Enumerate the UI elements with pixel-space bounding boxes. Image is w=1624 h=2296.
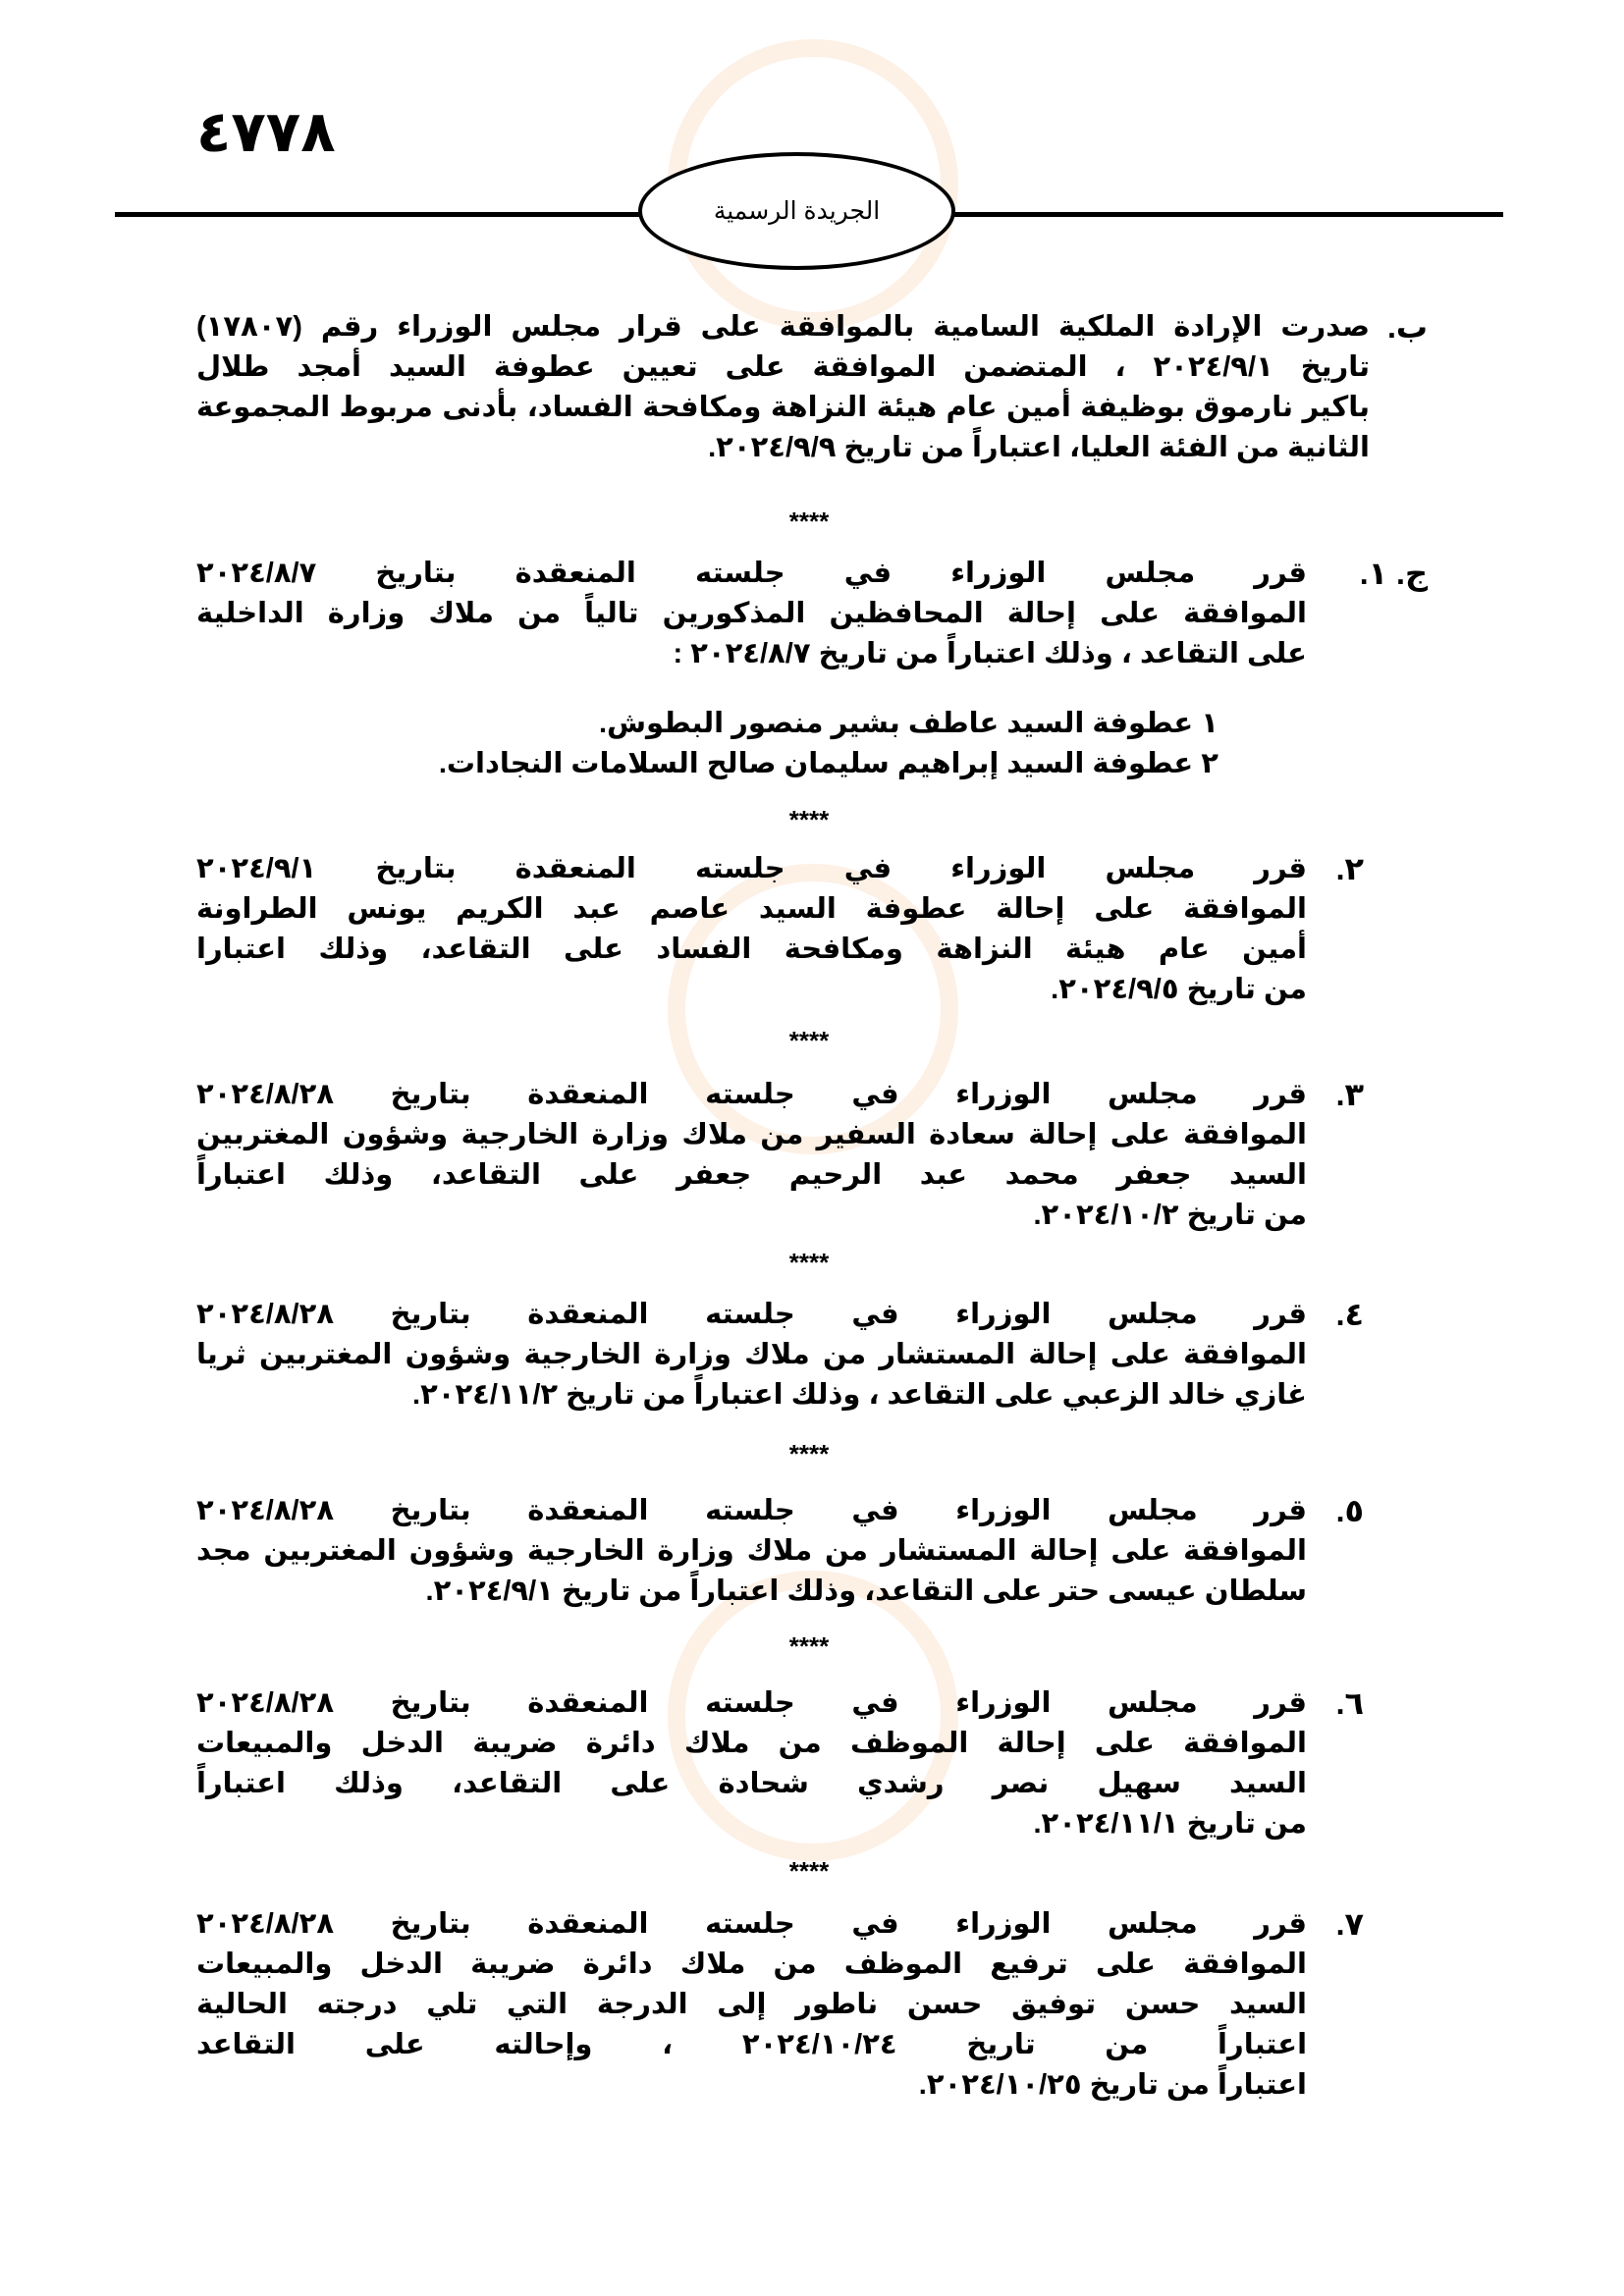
paragraph-line: قرر مجلس الوزراء في جلسته المنعقدة بتاريخ ٢٠٢٤/٩/١: [196, 853, 1307, 884]
section-separator: ****: [788, 507, 830, 536]
item-marker: ٦.: [1335, 1685, 1364, 1721]
section-separator: ****: [788, 1439, 830, 1468]
list-item: ٢ عطوفة السيد إبراهيم سليمان صالح السلامات النجادات.: [438, 748, 1218, 779]
paragraph-line: من تاريخ ٢٠٢٤/١١/١.: [1033, 1808, 1307, 1840]
paragraph-line: غازي خالد الزعبي على التقاعد ، وذلك اعتباراً من تاريخ ٢٠٢٤/١١/٢.: [412, 1379, 1307, 1411]
publication-title: الجريدة الرسمية: [713, 197, 881, 225]
section-separator: ****: [788, 1856, 830, 1886]
publication-title-oval: [638, 152, 955, 270]
paragraph-line: الموافقة على إحالة المستشار من ملاك وزارة الخارجية وشؤون المغتربين مجد: [196, 1535, 1307, 1567]
paragraph-line: من تاريخ ٢٠٢٤/١٠/٢.: [1033, 1200, 1307, 1231]
item-marker: ٤.: [1335, 1297, 1364, 1332]
paragraph-line: باكير نارموق بوظيفة أمين عام هيئة النزاهة ومكافحة الفساد، بأدنى مربوط المجموعة: [196, 392, 1370, 423]
item-marker: ٢.: [1335, 851, 1364, 886]
decision-paragraph: [196, 1295, 1307, 1415]
paragraph-line: من تاريخ ٢٠٢٤/٩/٥.: [1051, 974, 1307, 1005]
item-marker: ٧.: [1335, 1906, 1364, 1942]
decision-paragraph: [196, 1904, 1307, 2106]
page-number: ٤٧٧٨: [196, 100, 336, 164]
item-marker: ٣.: [1335, 1077, 1364, 1112]
section-separator: ****: [788, 1026, 830, 1055]
paragraph-line: الموافقة على إحالة الموظف من ملاك دائرة ضريبة الدخل والمبيعات: [196, 1728, 1307, 1759]
paragraph-line: على التقاعد ، وذلك اعتباراً من تاريخ ٢٠٢٤/٨/٧ :: [673, 638, 1307, 669]
paragraph-line: قرر مجلس الوزراء في جلسته المنعقدة بتاريخ ٢٠٢٤/٨/٢٨: [196, 1079, 1307, 1110]
paragraph-line: سلطان عيسى حتر على التقاعد، وذلك اعتباراً من تاريخ ٢٠٢٤/٩/١.: [425, 1575, 1307, 1607]
paragraph-line: الموافقة على إحالة عطوفة السيد عاصم عبد الكريم يونس الطراونة: [196, 893, 1307, 925]
paragraph-line: تاريخ ٢٠٢٤/٩/١ ، المتضمن الموافقة على تعيين عطوفة السيد أمجد طلال: [196, 351, 1370, 383]
decision-paragraph: [196, 1491, 1307, 1612]
paragraph-line: الموافقة على إحالة سعادة السفير من ملاك وزارة الخارجية وشؤون المغتربين: [196, 1119, 1307, 1150]
decision-paragraph: [196, 849, 1307, 1010]
section-separator: ****: [788, 805, 830, 834]
paragraph-line: اعتباراً من تاريخ ٢٠٢٤/١٠/٢٥.: [918, 2069, 1307, 2101]
section-separator: ****: [788, 1631, 830, 1661]
paragraph-line: الموافقة على إحالة المستشار من ملاك وزارة الخارجية وشؤون المغتربين ثريا: [196, 1339, 1307, 1370]
decision-paragraph: [196, 1075, 1307, 1236]
list-item: ١ عطوفة السيد عاطف بشير منصور البطوش.: [598, 708, 1218, 739]
paragraph-line: الموافقة على ترفيع الموظف من ملاك دائرة ضريبة الدخل والمبيعات: [196, 1949, 1307, 1980]
item-marker: ب.: [1386, 309, 1428, 345]
decision-paragraph: [196, 1683, 1307, 1844]
item-marker: ج. ١.: [1359, 556, 1428, 591]
paragraph-line: قرر مجلس الوزراء في جلسته المنعقدة بتاريخ ٢٠٢٤/٨/٢٨: [196, 1908, 1307, 1940]
section-separator: ****: [788, 1248, 830, 1277]
paragraph-line: السيد سهيل نصر رشدي شحادة على التقاعد، وذلك اعتباراً: [196, 1768, 1307, 1799]
paragraph-line: اعتباراً من تاريخ ٢٠٢٤/١٠/٢٤ ، وإحالته على التقاعد: [196, 2029, 1308, 2060]
paragraph-line: قرر مجلس الوزراء في جلسته المنعقدة بتاريخ ٢٠٢٤/٨/٢٨: [196, 1687, 1307, 1719]
paragraph-line: قرر مجلس الوزراء في جلسته المنعقدة بتاريخ ٢٠٢٤/٨/٢٨: [196, 1299, 1307, 1330]
paragraph-line: الموافقة على إحالة المحافظين المذكورين تالياً من ملاك وزارة الداخلية: [196, 598, 1307, 629]
decision-paragraph: [196, 307, 1370, 468]
paragraph-line: السيد حسن توفيق حسن ناطور إلى الدرجة التي تلي درجته الحالية: [196, 1989, 1307, 2020]
decision-paragraph: [196, 554, 1307, 674]
paragraph-line: السيد جعفر محمد عبد الرحيم جعفر على التقاعد، وذلك اعتباراً: [196, 1159, 1307, 1191]
paragraph-line: قرر مجلس الوزراء في جلسته المنعقدة بتاريخ ٢٠٢٤/٨/٧: [196, 558, 1307, 589]
paragraph-line: أمين عام هيئة النزاهة ومكافحة الفساد على التقاعد، وذلك اعتبارا: [196, 934, 1307, 965]
paragraph-line: قرر مجلس الوزراء في جلسته المنعقدة بتاريخ ٢٠٢٤/٨/٢٨: [196, 1495, 1307, 1526]
item-marker: ٥.: [1335, 1493, 1364, 1528]
paragraph-line: الثانية من الفئة العليا، اعتباراً من تاريخ ٢٠٢٤/٩/٩.: [708, 432, 1370, 463]
paragraph-line: صدرت الإرادة الملكية السامية بالموافقة على قرار مجلس الوزراء رقم (١٧٨٠٧): [196, 311, 1370, 343]
retiree-list: [439, 704, 1218, 784]
